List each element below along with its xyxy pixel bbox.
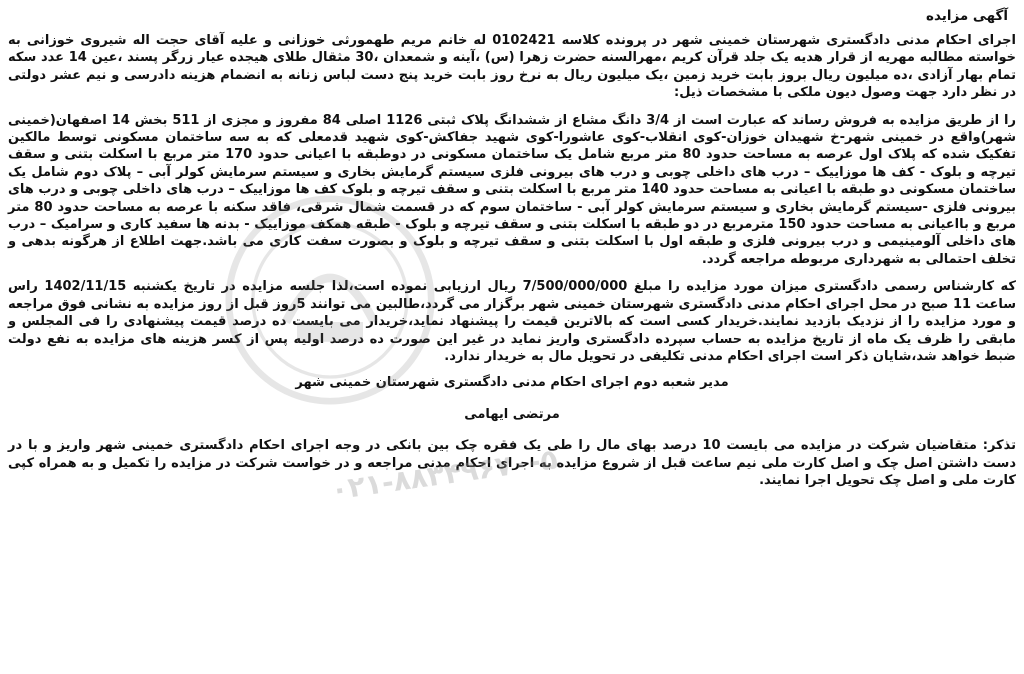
signatory-title: مدیر شعبه دوم اجرای احکام مدنی دادگستری شهرستان خمینی شهر	[295, 375, 729, 391]
watermark-phone: ۰۲۱-۸۸۳۴۹۶۷۰-۵	[328, 442, 560, 507]
footnote-paragraph: تذکر: متقاضیان شرکت در مزایده می بایست 10 درصد بهای مال را طی یک فقره چک بین بانکی در وجه اجرای احکام دادگستری خمینی شهر واریز و با در دست داشتن اصل چک و اصل کارت ملی نیم ساعت قبل از شروع مزایده به اجرای احکام مدنی مراجعه و در خواست شرکت در مزایده را تکمیل و به همراه کپی کارت ملی و اصل چک تحویل اجرا نمایند.	[8, 438, 1016, 489]
signatory-name: مرتضی ایهامی	[464, 407, 560, 423]
notice-title: آگهی مزایده	[926, 8, 1008, 24]
valuation-paragraph: که کارشناس رسمی دادگستری میزان مورد مزایده را مبلغ 7/500/000/000 ریال ارزیابی نموده است،لذا جلسه مزایده در تاریخ یکشنبه 1402/11/15 راس ساعت 11 صبح در محل اجرای احکام مدنی دادگستری شهرستان خمینی شهر برگزار می گردد،طالبین می توانند 5روز قبل از روز مزایده به نشانی فوق مراجعه و مورد مزایده را از نزدیک بازدید نمایند.خریدار کسی است که بالاترین قیمت را پیشنهاد نماید،خریدار می بایست ده درصد قیمت پیشنهادی را فی المجلس و مابقی را ظرف یک ماه از تاریخ مزایده به حساب سپرده دادگستری واریز نماید در غیر این صورت ده درصد اولیه پس از کسر هزینه های مزایده به نفع دولت ضبط خواهد شد،شایان ذکر است اجرای احکام مدنی تکلیفی در تحویل مال به خریدار ندارد.	[8, 279, 1016, 364]
property-description-paragraph: را از طریق مزایده به فروش رساند که عبارت است از 3/4 دانگ مشاع از ششدانگ پلاک ثبتی 1126 اصلی 84 مفروز و مجزی از 511 بخش 14 اصفهان(خمینی شهر)واقع در خمینی شهر-خ شهیدان خوزان-کوی انقلاب-کوی عاشورا-کوی شهید جفاکش-کوی شهید قدمعلی که به سه ساختمان مسکونی توسط مالکین تفکیک شده که پلاک اول عرصه به مساحت حدود 80 متر مربع شامل یک ساختمان مسکونی در دوطبقه با اعیانی حدود 170 متر مربع با اسکلت بتنی و سقف تیرچه و بلوک - کف ها موزاییک – درب های داخلی چوبی و درب های بیرونی فلزی سیستم گرمایش بخاری و سیستم سرمایش کولر آبی – پلاک دوم شامل یک ساختمان مسکونی دو طبقه با اعیانی به مساحت حدود 140 متر مربع با اسکلت بتنی و سقف تیرچه و بلوک کف ها موزاییک – درب های داخلی چوبی و درب های بیرونی فلزی -سیستم گرمایش بخاری و سیستم سرمایش کولر آبی - ساختمان سوم که در قسمت شمال شرقی، فاقد سکنه با عرصه به مساحت حدود 80 متر مربع و بااعیانی به مساحت حدود 150 مترمربع در دو طبقه با اسکلت بتنی و سقف تیرچه و بلوک - طبقه همکف موزاییک - بدنه ها سفید کاری و سرامیک – درب های داخلی آلومینیمی و درب بیرونی فلزی و طبقه اول با اسکلت بتنی و سقف تیرچه و بلوک و بصورت سفت کاری می باشد.جهت اطلاع از هرگونه بدهی و تخلف احتمالی به شهرداری مربوطه مراجعه گردد.	[8, 112, 1017, 267]
notice-intro-paragraph: اجرای احکام مدنی دادگستری شهرستان خمینی شهر در پرونده کلاسه 0102421 له خانم مریم طهمورثی خوزانی و علیه آقای حجت اله شیروی خوزانی به خواسته مطالبه مهریه از قرار هدیه یک جلد قرآن کریم ،مهرالسنه حضرت زهرا (س) ،آینه و شمعدان ،30 مثقال طلای هیجده عیار زرگر پسند ،عین 14 عدد سکه تمام بهار آزادی ،ده میلیون ریال بروز بابت خرید زمین ،یک میلیون ریال به نرخ روز بابت خرید پنج دست لباس زنانه به انضمام هزینه دادرسی و نیم عشر دولتی در نظر دارد جهت وصول دیون ملکی با مشخصات ذیل:	[8, 33, 1017, 101]
